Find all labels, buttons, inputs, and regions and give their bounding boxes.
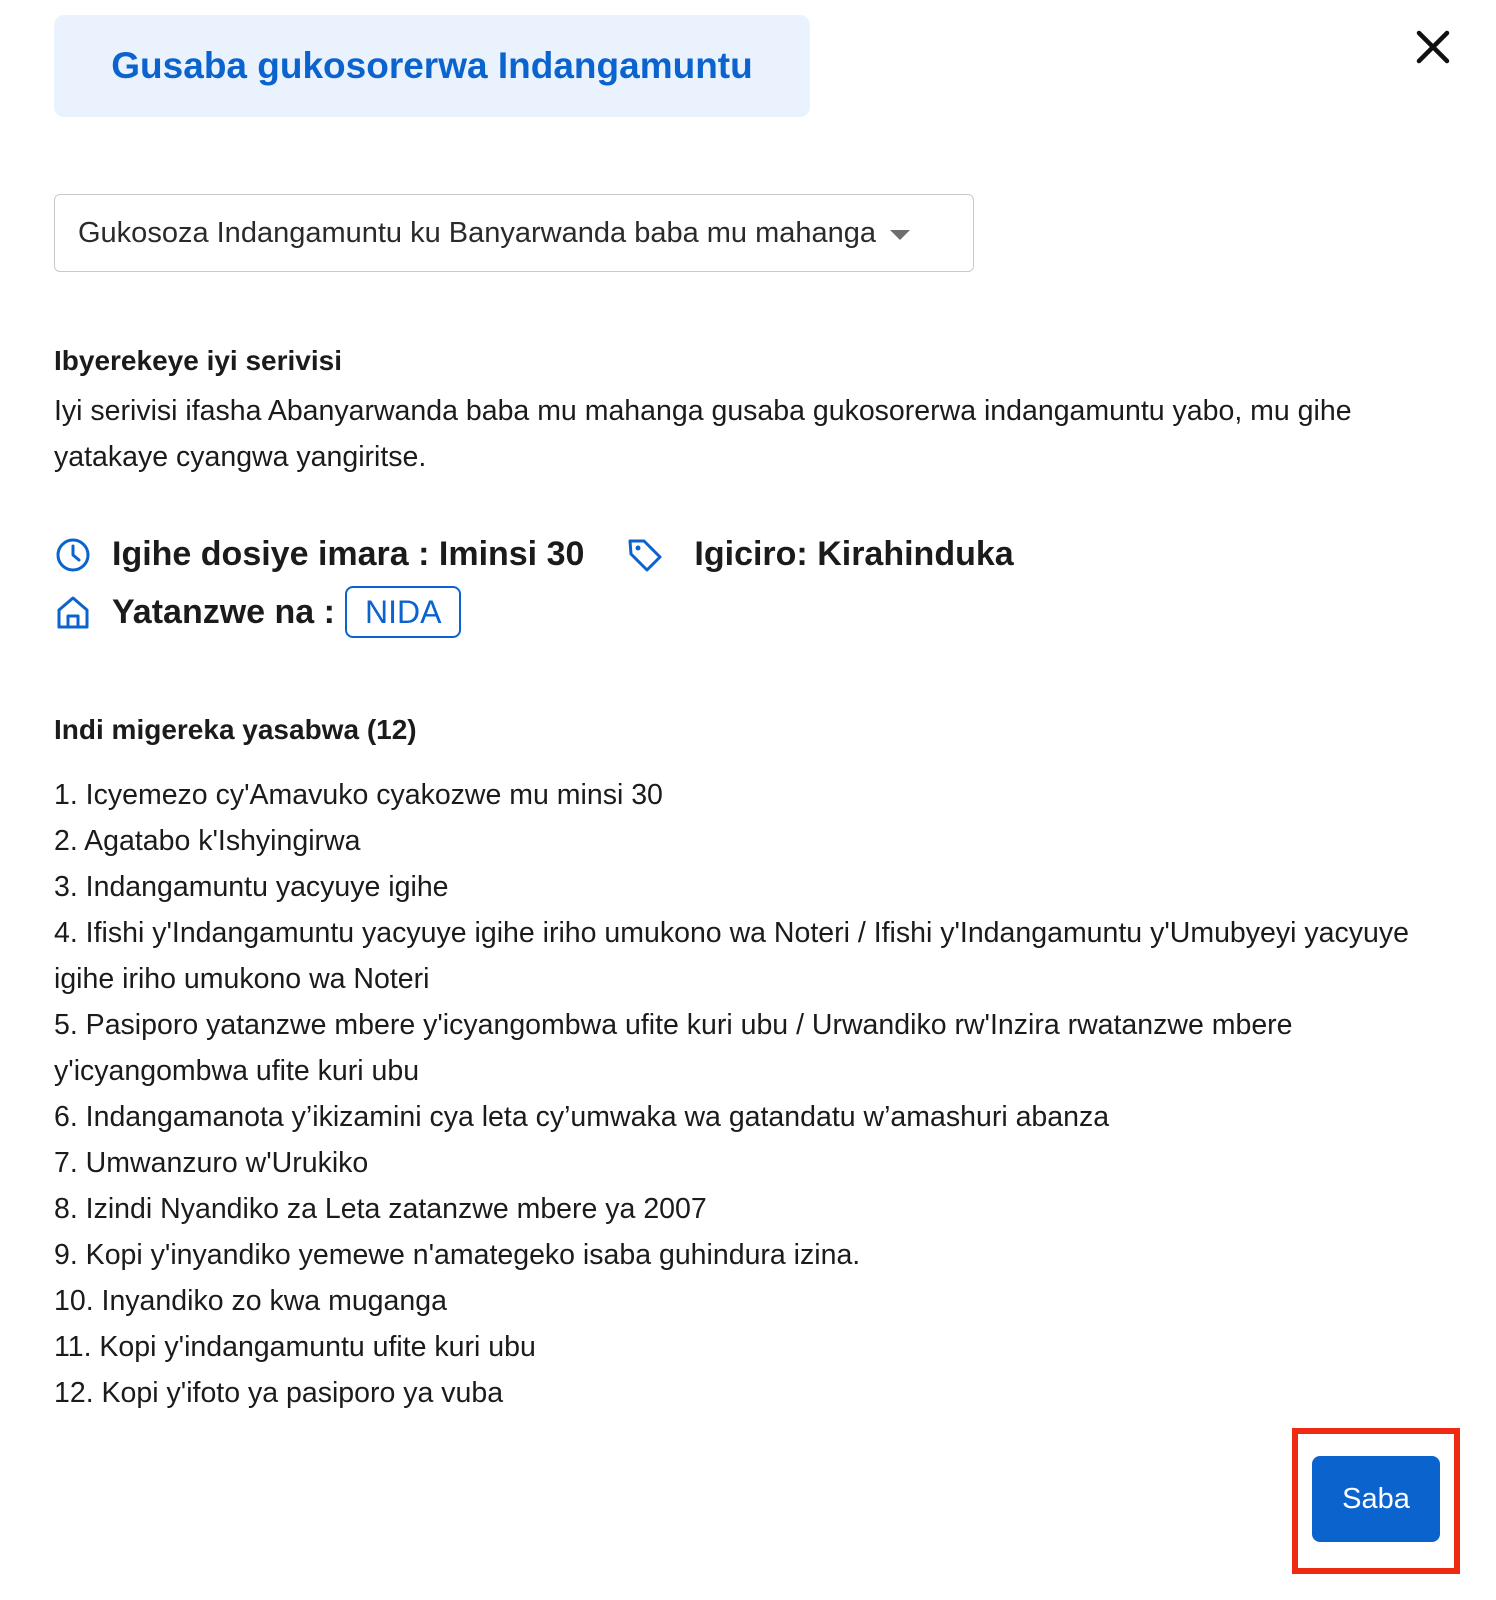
price-tag-icon [626,536,664,574]
service-select[interactable] [54,194,974,272]
home-icon [54,593,92,631]
requirements-heading: Indi migereka yasabwa (12) [54,714,417,745]
requirement-item: 7. Umwanzuro w'Urukiko [54,1147,369,1179]
requirement-item: 6. Indangamanota y’ikizamini cya leta cy’umwaka wa gatandatu w’amashuri abanza [54,1101,1110,1133]
provider-label: Yatanzwe na : [112,592,335,631]
close-button[interactable] [1408,22,1458,72]
requirement-item: 8. Izindi Nyandiko za Leta zatanzwe mbere ya 2007 [54,1193,707,1225]
modal-title-box [54,15,810,117]
about-description: Iyi serivisi ifasha Abanyarwanda baba mu mahanga gusaba gukosorerwa indangamuntu yabo, mu gihe yatakaye cyangwa yangiritse. [54,395,1352,473]
close-icon [1416,30,1450,64]
processing-time: Igihe dosiye imara : Iminsi 30 [112,535,585,573]
requirement-item: 11. Kopi y'indangamuntu ufite kuri ubu [54,1331,536,1363]
meta-row-provider [54,586,461,638]
requirements-list [54,772,1424,1416]
modal-title: Gusaba gukosorerwa Indangamuntu [111,45,753,86]
service-select-value: Gukosoza Indangamuntu ku Banyarwanda baba mu mahanga [78,216,877,249]
requirement-item: 2. Agatabo k'Ishyingirwa [54,825,361,857]
requirement-item: 10. Inyandiko zo kwa muganga [54,1285,447,1317]
submit-button[interactable]: Saba [1312,1456,1440,1542]
requirement-item: 1. Icyemezo cy'Amavuko cyakozwe mu minsi 30 [54,779,663,811]
about-heading: Ibyerekeye iyi serivisi [54,345,342,376]
clock-icon [54,536,92,574]
chevron-down-icon [890,230,910,240]
price: Igiciro: Kirahinduka [694,535,1014,573]
requirement-item: 4. Ifishi y'Indangamuntu yacyuye igihe iriho umukono wa Noteri / Ifishi y'Indangamuntu y'Umubyeyi yacyuye igihe iriho umukono wa Noteri [54,917,1409,995]
requirement-item: 9. Kopi y'inyandiko yemewe n'amategeko isaba guhindura izina. [54,1239,861,1271]
requirement-item: 5. Pasiporo yatanzwe mbere y'icyangombwa ufite kuri ubu / Urwandiko rw'Inzira rwatanzwe mbere y'icyangombwa ufite kuri ubu [54,1009,1293,1087]
provider-badge[interactable]: NIDA [345,586,461,638]
meta-row-time-price [54,535,1014,574]
requirement-item: 3. Indangamuntu yacyuye igihe [54,871,449,903]
requirement-item: 12. Kopi y'ifoto ya pasiporo ya vuba [54,1377,504,1409]
